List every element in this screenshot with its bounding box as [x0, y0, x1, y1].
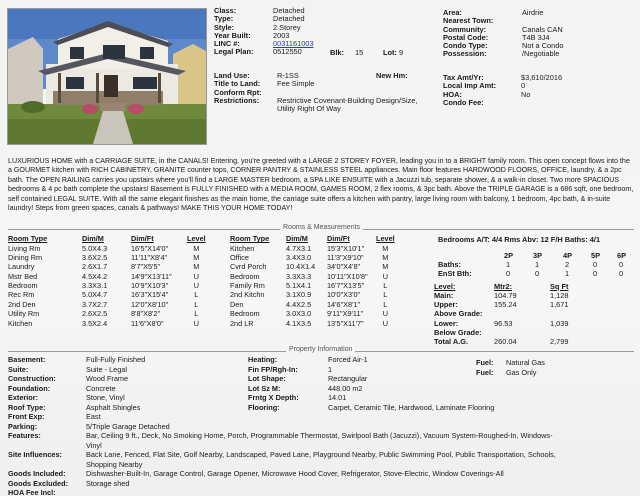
hoa-value: No	[521, 89, 531, 99]
room-row	[8, 291, 210, 300]
room-row	[230, 244, 399, 253]
col-header-room-type: Room Type	[230, 234, 270, 244]
header-left-labels	[214, 7, 253, 57]
header-label: Nearest Town:	[443, 16, 494, 26]
room-m: 3.6X2.5	[82, 252, 108, 262]
room-type: Mstr Bed	[8, 271, 38, 281]
room-ft: 16'3"X15'4"	[131, 290, 169, 300]
property-value: Asphalt Shingles	[86, 402, 141, 412]
property-label: Foundation:	[8, 383, 51, 393]
room-level: U	[193, 281, 199, 291]
header-label: Type:	[214, 14, 234, 24]
room-type: Laundry	[8, 262, 35, 272]
level-sqft: 2,799	[550, 337, 569, 346]
level-mtr2: 155.24	[494, 300, 517, 310]
room-type: Dining Rm	[8, 252, 43, 262]
header-left-values	[273, 7, 314, 57]
property-full	[8, 432, 634, 496]
area-value: Airdrie	[522, 8, 544, 17]
room-row	[230, 291, 399, 300]
property-row	[248, 375, 494, 385]
property-left	[8, 356, 170, 432]
property-label: Fuel:	[476, 358, 494, 367]
property-label: Features:	[8, 431, 41, 440]
room-row	[8, 310, 210, 319]
tax-amount-value: $3,610/2016	[521, 73, 563, 82]
room-level: M	[193, 262, 200, 272]
room-ft: 10'0"X3'0"	[327, 290, 361, 300]
community-value: Canals CAN	[522, 24, 563, 34]
possession-value: /Negotiable	[522, 49, 560, 59]
room-m: 3.0X3.0	[286, 309, 312, 319]
room-type: Bedroom	[8, 281, 38, 291]
land-use-value: R-1SS	[277, 71, 299, 80]
room-ft: 14'9"X13'11"	[131, 271, 172, 281]
bath-col-3p: 3P	[533, 251, 543, 260]
rooms-table-left	[8, 235, 210, 329]
header-label: Restrictions:	[214, 95, 260, 105]
property-label: Suite:	[8, 364, 29, 374]
property-label: Flooring:	[248, 402, 280, 412]
postal-code-value: T4B 3J4	[522, 32, 550, 42]
header-label: Conform Rpt:	[214, 87, 262, 97]
level-area-table	[434, 283, 634, 349]
land-labels	[214, 72, 262, 105]
property-value: 14.01	[328, 393, 347, 402]
property-label: Roof Type:	[8, 402, 46, 412]
room-m: 5.0X4.3	[82, 243, 108, 253]
bath-col-5p: 5P	[591, 251, 601, 260]
level-sqft: 1,671	[550, 300, 569, 310]
room-m: 3.3X3.1	[82, 281, 108, 291]
year-built-value: 2003	[273, 30, 290, 40]
col-header-level: Level	[187, 234, 206, 244]
level-name: Below Grade:	[434, 327, 482, 337]
room-m: 5.1X4.1	[286, 281, 312, 291]
bath-count: 0	[593, 269, 598, 278]
new-hm-label: New Hm:	[376, 71, 408, 80]
header-label: Local Imp Amt:	[443, 81, 497, 91]
header-label: LINC #:	[214, 39, 240, 49]
property-value: Carpet, Ceramic Tile, Hardwood, Laminate Flooring	[328, 402, 495, 412]
property-value: East	[86, 412, 101, 421]
property-label: Frntg X Depth:	[248, 393, 299, 402]
header-label: Legal Plan:	[214, 47, 254, 57]
level-name: Total A.G.	[434, 337, 469, 346]
room-ft: 14'6"X8'1"	[327, 299, 361, 309]
room-row	[8, 263, 210, 272]
level-name: Lower:	[434, 318, 459, 328]
house-photo	[7, 8, 207, 145]
header-label: Condo Type:	[443, 41, 488, 51]
property-value: 448.00 m2	[328, 383, 363, 393]
room-m: 4.4X2.5	[286, 299, 312, 309]
room-level: U	[382, 318, 388, 328]
room-level: L	[383, 281, 388, 291]
sqft-header: Sq Ft	[550, 282, 569, 291]
restrictions-value: Restrictive Covenant-Building Design/Size,	[277, 95, 418, 105]
header-right-values	[522, 9, 564, 59]
room-level: M	[193, 252, 200, 262]
property-label: HOA Fee Incl:	[8, 488, 56, 496]
room-m: 2.6X2.5	[82, 309, 108, 319]
lot-label: Lot:	[383, 47, 397, 57]
mtr2-header: Mtr2:	[494, 282, 513, 291]
level-mtr2: 104.79	[494, 291, 517, 300]
room-type: Rec Rm	[8, 290, 35, 300]
room-level: M	[382, 252, 389, 262]
header-label: HOA:	[443, 89, 462, 99]
bath-count: 0	[506, 269, 511, 278]
blk-value: 15	[355, 47, 364, 57]
style-value: 2 Storey	[273, 22, 301, 32]
col-header-room-type: Room Type	[8, 234, 48, 244]
room-row	[8, 272, 210, 281]
property-label: Fuel:	[476, 367, 494, 377]
room-level: U	[193, 271, 199, 281]
property-row	[248, 404, 494, 414]
room-type: Kitchen	[8, 318, 33, 328]
baths-grid	[438, 252, 638, 282]
room-ft: 15'3"X10'1"	[327, 243, 365, 253]
listing-description: LUXURIOUS HOME with a CARRIAGE SUITE, in the CANALS! Entering, you're greeted with a LARGE 2 STOREY FOYER, leading you in to a BRIGHT family room. This open concept flows into the a GOURMET kitchen with RICH CABINETRY, GRANITE counter tops, CORNER PANTRY & STAINLESS STEEL appliances. Main floor features HARDWOOD FLOORS, OFFICE, laundry, & a 2pc bath. The OPEN RAILING carries you upstairs where you'll find a LARGE MASTER bedroom, a SPA LIKE ENSUITE with a Jacuzzi tub, separate shower, & a walk-in closet. Two more SPACIOUS bedrooms & 4 pc bath complete the upstairs! Basement is FULLY FINISHED with a MEDIA ROOM, GAMES ROOM, 2 flex rooms, & 3pc bath. Above the TRIPLE GARAGE is a 686 sqft, one bedroom, self contained LEGAL SUITE. With all the same elegant finishes as the main home, the carriage suite offers a kitchen with pantry, large living room with balcony, 1 bedroom, 4pc bath, & in-suite laundry! Steps from green spaces, canals & pathways! MAKE THIS YOUR HOME TODAY!	[8, 157, 634, 213]
room-type: Living Rm	[8, 243, 41, 253]
room-ft: 9'11"X9'11"	[327, 309, 364, 319]
tax-values	[521, 74, 562, 107]
header-label: Title to Land:	[214, 79, 261, 89]
room-row	[8, 253, 210, 262]
room-m: 4.5X4.2	[82, 271, 108, 281]
property-value: Stone, Vinyl	[86, 393, 125, 402]
bath-col-2p: 2P	[504, 251, 514, 260]
property-value: Forced Air-1	[328, 355, 368, 364]
col-header-dim-m: Dim/M	[286, 234, 308, 244]
level-sqft: 1,039	[550, 318, 569, 328]
type-value: Detached	[273, 14, 305, 24]
class-value: Detached	[273, 6, 305, 15]
room-m: 3.5X2.4	[82, 318, 108, 328]
property-label: Parking:	[8, 421, 38, 431]
room-level: M	[382, 262, 389, 272]
room-ft: 11'3"X9'10"	[327, 252, 364, 262]
room-ft: 10'11"X10'8"	[327, 271, 368, 281]
tax-labels	[443, 74, 496, 107]
room-type: Cvrd Porch	[230, 262, 267, 272]
property-value: Natural Gas	[506, 358, 545, 367]
property-label: Heating:	[248, 355, 278, 364]
room-row	[230, 319, 399, 328]
room-row	[8, 282, 210, 291]
room-level: L	[383, 290, 388, 300]
room-ft: 10'9"X10'3"	[131, 281, 169, 291]
blk-label: Blk:	[330, 47, 344, 57]
room-row	[230, 263, 399, 272]
header-label: Style:	[214, 22, 235, 32]
header-label: Condo Fee:	[443, 97, 484, 107]
header-label: Land Use:	[214, 71, 250, 80]
room-m: 2.6X1.7	[82, 262, 108, 272]
room-level: U	[382, 271, 388, 281]
local-imp-value: 0	[521, 81, 526, 91]
room-m: 10.4X1.4	[286, 262, 316, 272]
bath-count: 1	[506, 260, 511, 269]
level-mtr2: 96.53	[494, 318, 513, 328]
room-type: 2nd Kitchn	[230, 290, 265, 300]
rooms-table-right	[230, 235, 399, 329]
bath-count: 1	[565, 269, 570, 278]
level-name: Main:	[434, 291, 454, 300]
room-row	[8, 319, 210, 328]
room-m: 4.1X3.5	[286, 318, 312, 328]
linc-link[interactable]: 0031161003	[273, 39, 314, 49]
property-label: Front Exp:	[8, 412, 45, 421]
room-row	[230, 310, 399, 319]
room-ft: 11'11"X8'4"	[131, 252, 168, 262]
room-type: Kitchen	[230, 243, 255, 253]
room-level: M	[193, 243, 200, 253]
room-m: 4.7X3.1	[286, 243, 312, 253]
col-header-dim-ft: Dim/Ft	[131, 234, 154, 244]
room-type: Bedroom	[230, 309, 260, 319]
room-type: Bedroom	[230, 271, 260, 281]
col-header-dim-ft: Dim/Ft	[327, 234, 350, 244]
room-level: L	[194, 309, 199, 319]
level-header: Level:	[434, 282, 456, 291]
bath-count: 0	[619, 260, 624, 269]
room-m: 3.7X2.7	[82, 299, 108, 309]
bath-col-4p: 4P	[563, 251, 573, 260]
room-level: M	[382, 243, 389, 253]
room-type: 2nd Den	[8, 299, 36, 309]
property-value: 1	[328, 364, 333, 374]
col-header-dim-m: Dim/M	[82, 234, 104, 244]
bath-count: 0	[619, 269, 624, 278]
title-to-land-value: Fee Simple	[277, 79, 315, 89]
property-label: Goods Included:	[8, 469, 66, 478]
property-label: Exterior:	[8, 393, 39, 402]
level-name: Upper:	[434, 300, 458, 310]
property-label: Fin FP/Rgh-In:	[248, 364, 298, 374]
room-level: L	[383, 299, 388, 309]
room-type: Den	[230, 299, 244, 309]
property-label: Goods Excluded:	[8, 478, 69, 488]
legal-plan-value: 0512550	[273, 47, 302, 57]
property-mid	[248, 356, 494, 413]
property-label: Basement:	[8, 355, 46, 364]
header-right-labels	[443, 9, 493, 59]
rooms-section-title: Rooms & Measurements	[280, 224, 363, 232]
bath-col-6p: 6P	[617, 251, 627, 260]
room-m: 3.3X3.3	[286, 271, 312, 281]
property-value: Concrete	[86, 383, 116, 393]
property-label: Lot Sz M:	[248, 383, 281, 393]
property-value: Gas Only	[506, 367, 537, 377]
property-value-cont: Shopping Nearby	[86, 459, 143, 469]
property-value: Full-Fully Finished	[86, 355, 146, 364]
room-ft: 8'7"X5'5"	[131, 262, 161, 272]
room-level: L	[194, 299, 199, 309]
property-row	[476, 369, 545, 379]
property-value: Suite - Legal	[86, 364, 127, 374]
header-label: Class:	[214, 6, 237, 15]
bath-count: 0	[535, 269, 540, 278]
room-level: U	[382, 309, 388, 319]
room-row	[8, 244, 210, 253]
level-sqft: 1,128	[550, 291, 569, 300]
property-value: Wood Frame	[86, 374, 129, 383]
bedrooms-summary: Bedrooms A/T: 4/4 Rms Abv: 12 F/H Baths: 4/1	[438, 235, 601, 244]
property-right	[476, 359, 545, 378]
room-m: 5.0X4.7	[82, 290, 108, 300]
property-value: Back Lane, Fenced, Flat Site, Golf Nearby, Landscaped, Paved Lane, Playground Nearby, Public Swimming Pool, Public Transportation, Schools,	[86, 450, 556, 459]
room-type: 2nd LR	[230, 318, 254, 328]
room-type: Family Rm	[230, 281, 265, 291]
room-ft: 8'8"X8'2"	[131, 309, 161, 319]
header-label: Tax Amt/Yr:	[443, 73, 484, 82]
bath-count: 0	[593, 260, 598, 269]
room-ft: 16'5"X14'0"	[131, 243, 169, 253]
property-row	[8, 480, 634, 490]
room-ft: 34'0"X4'8"	[327, 262, 361, 272]
condo-type-value: Not a Condo	[522, 41, 564, 51]
property-value: Rectangular	[328, 374, 368, 383]
property-row	[8, 489, 634, 496]
room-m: 3.1X0.9	[286, 290, 312, 300]
condo-fee-value	[521, 99, 562, 107]
property-value-cont: Vinyl	[86, 440, 102, 450]
header-label: Area:	[443, 8, 462, 17]
header-label: Year Built:	[214, 30, 251, 40]
property-section-title: Property Information	[286, 346, 355, 354]
lot-value: 9	[399, 47, 404, 57]
level-name: Above Grade:	[434, 309, 483, 319]
room-type: Utility Rm	[8, 309, 40, 319]
header-label: Postal Code:	[443, 32, 489, 42]
col-header-level: Level	[376, 234, 395, 244]
room-ft: 16'7"X13'5"	[327, 281, 365, 291]
restrictions-value-cont: Utility Right Of Way	[277, 104, 341, 114]
enst-bath-label: EnSt Bth:	[438, 269, 472, 278]
room-ft: 12'0"X8'10"	[131, 299, 169, 309]
property-label: Construction:	[8, 374, 56, 383]
property-label: Site Influences:	[8, 450, 62, 459]
property-value: Bar, Ceiling 9 ft., Deck, No Smoking Home, Porch, Programmable Thermostat, Swirlpool Bath (Jacuzzi), Vacuum System-Roughed-In, Windows-	[86, 431, 553, 440]
room-type: Office	[230, 252, 249, 262]
bath-count: 1	[535, 260, 540, 269]
room-ft: 11'6"X8'0"	[131, 318, 164, 328]
header-label: Community:	[443, 24, 487, 34]
property-label: Lot Shape:	[248, 374, 286, 383]
bath-count: 2	[565, 260, 570, 269]
property-value: 5/Triple Garage Detached	[86, 421, 170, 431]
level-mtr2: 260.04	[494, 337, 517, 346]
baths-label: Baths:	[438, 260, 461, 269]
room-m: 3.4X3.0	[286, 252, 312, 262]
property-value: Storage shed	[86, 478, 130, 488]
header-label: Possession:	[443, 49, 487, 59]
property-value: Dishwasher-Built-In, Garage Control, Garage Opener, Microwave Hood Cover, Refrigerator, Stove-Electric, Window Coverings-All	[86, 469, 504, 478]
room-level: L	[194, 290, 199, 300]
room-level: U	[193, 318, 199, 328]
room-ft: 13'5"X11'7"	[327, 318, 364, 328]
